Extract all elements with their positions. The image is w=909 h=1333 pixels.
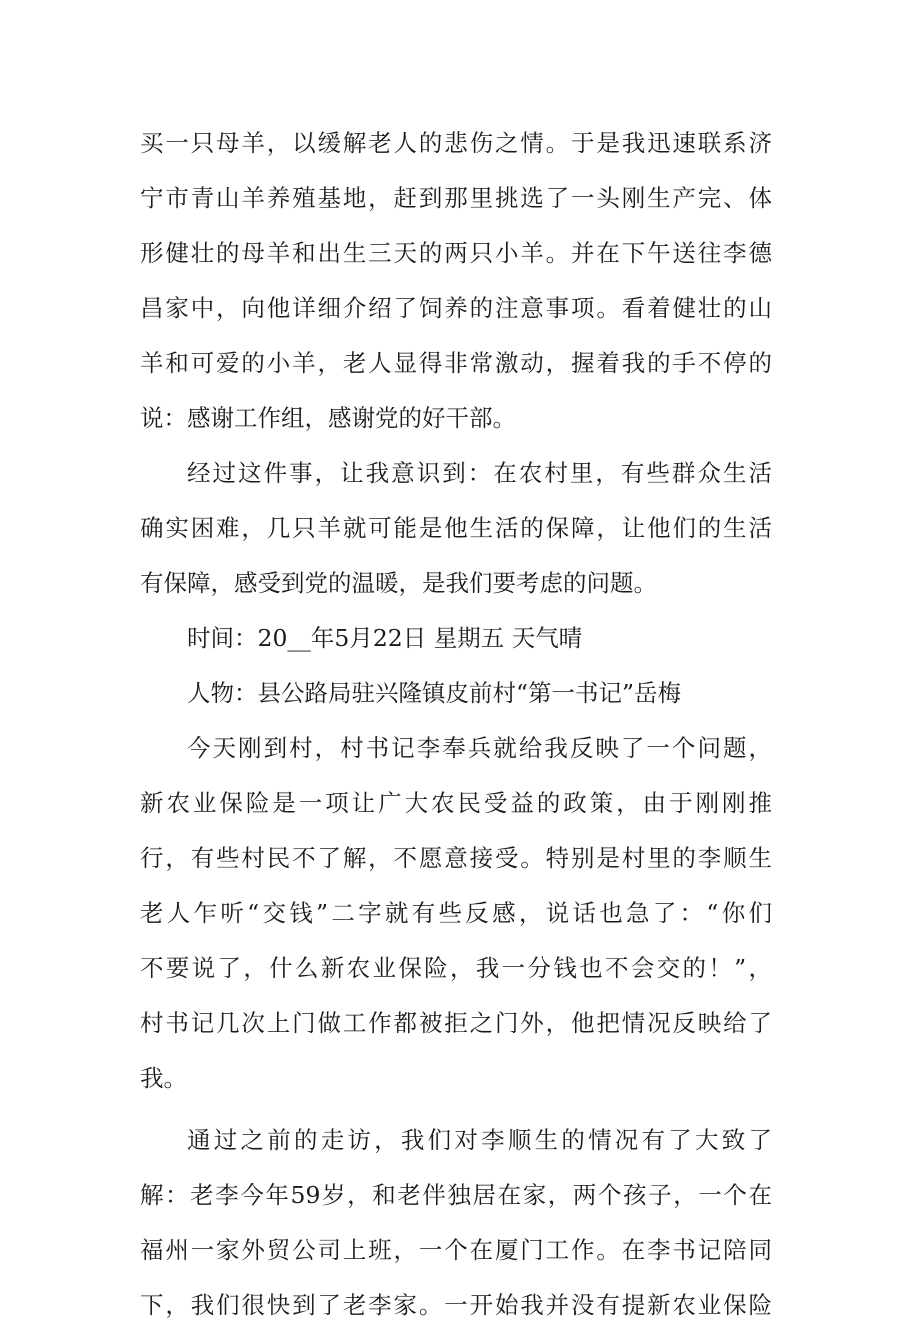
- paragraph-5-line-5: 不要说了，什么新农业保险，我一分钱也不会交的！”，: [140, 954, 772, 982]
- paragraph-5-line-7: 我。: [140, 1064, 187, 1092]
- paragraph-1-line-4: 昌家中，向他详细介绍了饲养的注意事项。看着健壮的山: [140, 294, 772, 322]
- paragraph-6-line-3: 福州一家外贸公司上班，一个在厦门工作。在李书记陪同: [140, 1236, 772, 1264]
- paragraph-5-line-4: 老人乍听“交钱”二字就有些反感，说话也急了：“你们: [140, 899, 772, 927]
- paragraph-6-line-2: 解：老李今年59岁，和老伴独居在家，两个孩子，一个在: [140, 1181, 772, 1209]
- paragraph-2-line-1: 经过这件事，让我意识到：在农村里，有些群众生活: [187, 459, 772, 487]
- paragraph-5-line-6: 村书记几次上门做工作都被拒之门外，他把情况反映给了: [140, 1009, 772, 1037]
- document-body: [140, 116, 772, 1333]
- paragraph-1-line-2: 宁市青山羊养殖基地，赶到那里挑选了一头刚生产完、体: [140, 184, 772, 212]
- diary-time-line: 时间：20__年5月22日 星期五 天气晴: [187, 624, 583, 652]
- paragraph-2-line-2: 确实困难，几只羊就可能是他生活的保障，让他们的生活: [140, 514, 772, 542]
- paragraph-5-line-1: 今天刚到村，村书记李奉兵就给我反映了一个问题，: [187, 734, 772, 762]
- paragraph-1-line-1: 买一只母羊，以缓解老人的悲伤之情。于是我迅速联系济: [140, 129, 772, 157]
- paragraph-6-line-1: 通过之前的走访，我们对李顺生的情况有了大致了: [187, 1126, 772, 1154]
- paragraph-1-line-5: 羊和可爱的小羊，老人显得非常激动，握着我的手不停的: [140, 349, 772, 377]
- paragraph-1-line-3: 形健壮的母羊和出生三天的两只小羊。并在下午送往李德: [140, 239, 772, 267]
- paragraph-5-line-3: 行，有些村民不了解，不愿意接受。特别是村里的李顺生: [140, 844, 772, 872]
- paragraph-5-line-2: 新农业保险是一项让广大农民受益的政策，由于刚刚推: [140, 789, 772, 817]
- paragraph-6-line-4: 下，我们很快到了老李家。一开始我并没有提新农业保险: [140, 1291, 772, 1319]
- paragraph-1-line-6: 说：感谢工作组，感谢党的好干部。: [140, 404, 516, 432]
- diary-person-line: 人物：县公路局驻兴隆镇皮前村“第一书记”岳梅: [187, 679, 682, 707]
- paragraph-2-line-3: 有保障，感受到党的温暖，是我们要考虑的问题。: [140, 569, 657, 597]
